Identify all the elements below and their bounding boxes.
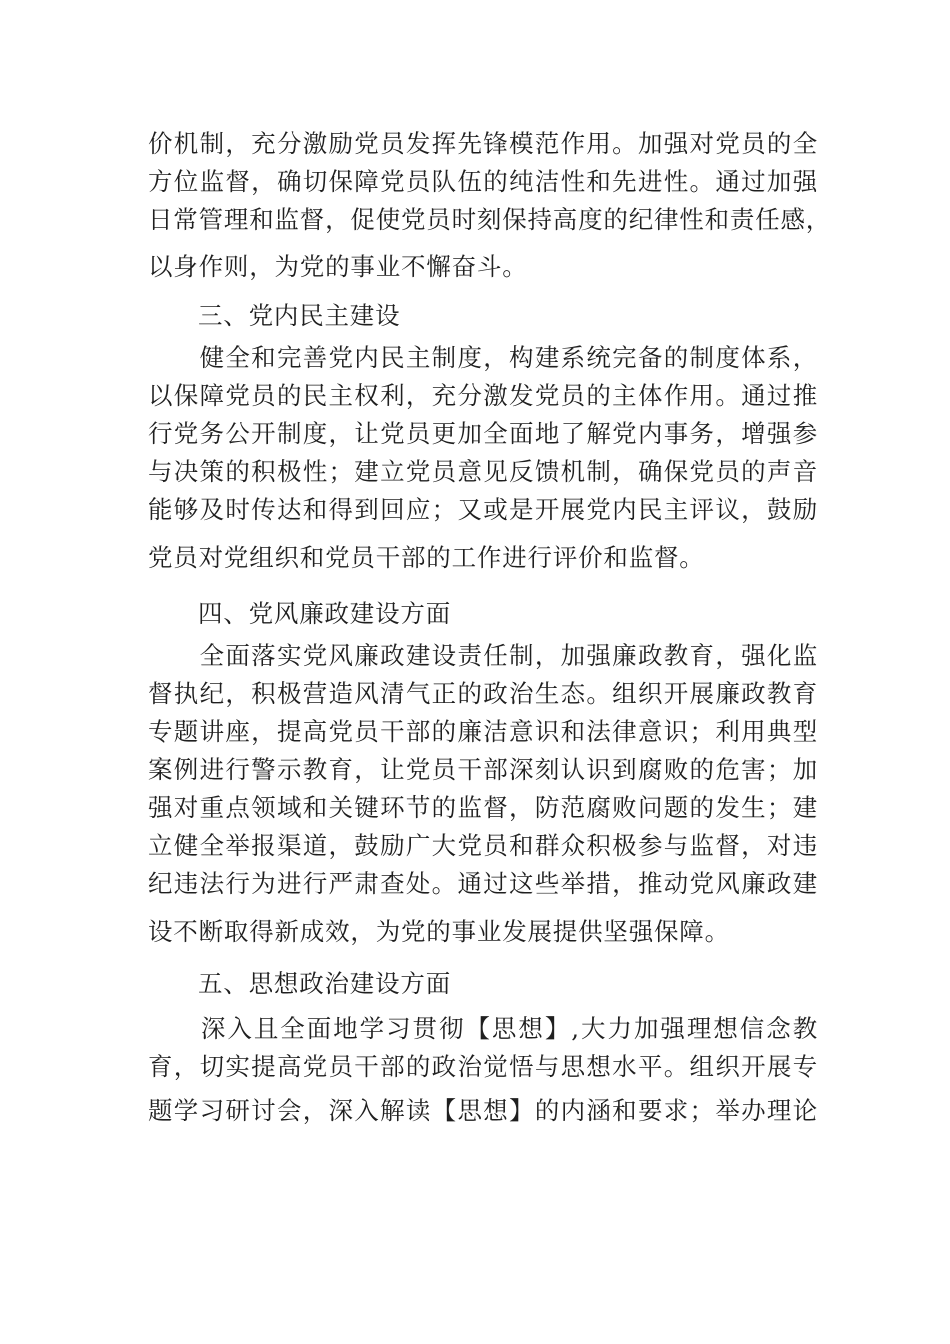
paragraph-line: 行党务公开制度，让党员更加全面地了解党内事务，增强参 (148, 419, 818, 448)
paragraph-line: 以身作则，为党的事业不懈奋斗。 (148, 252, 528, 281)
paragraph-line: 全面落实党风廉政建设责任制，加强廉政教育，强化监 (148, 641, 818, 670)
paragraph-line: 督执纪，积极营造风清气正的政治生态。组织开展廉政教育 (148, 679, 818, 708)
paragraph-line: 与决策的积极性；建立党员意见反馈机制，确保党员的声音 (148, 457, 818, 486)
paragraph-line: 强对重点领域和关键环节的监督，防范腐败问题的发生；建 (148, 793, 818, 822)
paragraph-line: 健全和完善党内民主制度，构建系统完备的制度体系， (148, 343, 818, 372)
paragraph-inner-democracy (148, 339, 818, 577)
paragraph-line: 题学习研讨会，深入解读【思想】的内涵和要求；举办理论 (148, 1096, 818, 1125)
section-heading-ideological-political: 五、思想政治建设方面 (198, 969, 451, 998)
paragraph-line: 立健全举报渠道，鼓励广大党员和群众积极参与监督，对违 (148, 831, 818, 860)
paragraph-line: 方位监督，确切保障党员队伍的纯洁性和先进性。通过加强 (148, 167, 818, 196)
section-heading-clean-governance: 四、党风廉政建设方面 (198, 599, 451, 628)
paragraph-line: 案例进行警示教育，让党员干部深刻认识到腐败的危害；加 (148, 755, 818, 784)
paragraph-line: 深入且全面地学习贯彻【思想】,大力加强理想信念教 (148, 1014, 818, 1043)
paragraph-line: 纪违法行为进行严肃查处。通过这些举措，推动党风廉政建 (148, 869, 818, 898)
paragraph-line: 专题讲座，提高党员干部的廉洁意识和法律意识；利用典型 (148, 717, 818, 746)
paragraph-party-evaluation (148, 125, 832, 286)
paragraph-line: 设不断取得新成效，为党的事业发展提供坚强保障。 (148, 917, 730, 946)
paragraph-line: 以保障党员的民主权利，充分激发党员的主体作用。通过推 (148, 381, 818, 410)
paragraph-line: 党员对党组织和党员干部的工作进行评价和监督。 (148, 543, 705, 572)
paragraph-line: 日常管理和监督，促使党员时刻保持高度的纪律性和责任感， (148, 205, 832, 234)
section-heading-inner-democracy: 三、党内民主建设 (198, 301, 401, 330)
paragraph-line: 育，切实提高党员干部的政治觉悟与思想水平。组织开展专 (148, 1052, 818, 1081)
paragraph-line: 价机制，充分激励党员发挥先锋模范作用。加强对党员的全 (148, 129, 818, 158)
paragraph-clean-governance (148, 637, 818, 951)
paragraph-line: 能够及时传达和得到回应；又或是开展党内民主评议，鼓励 (148, 495, 818, 524)
paragraph-ideological-political (148, 1010, 818, 1130)
